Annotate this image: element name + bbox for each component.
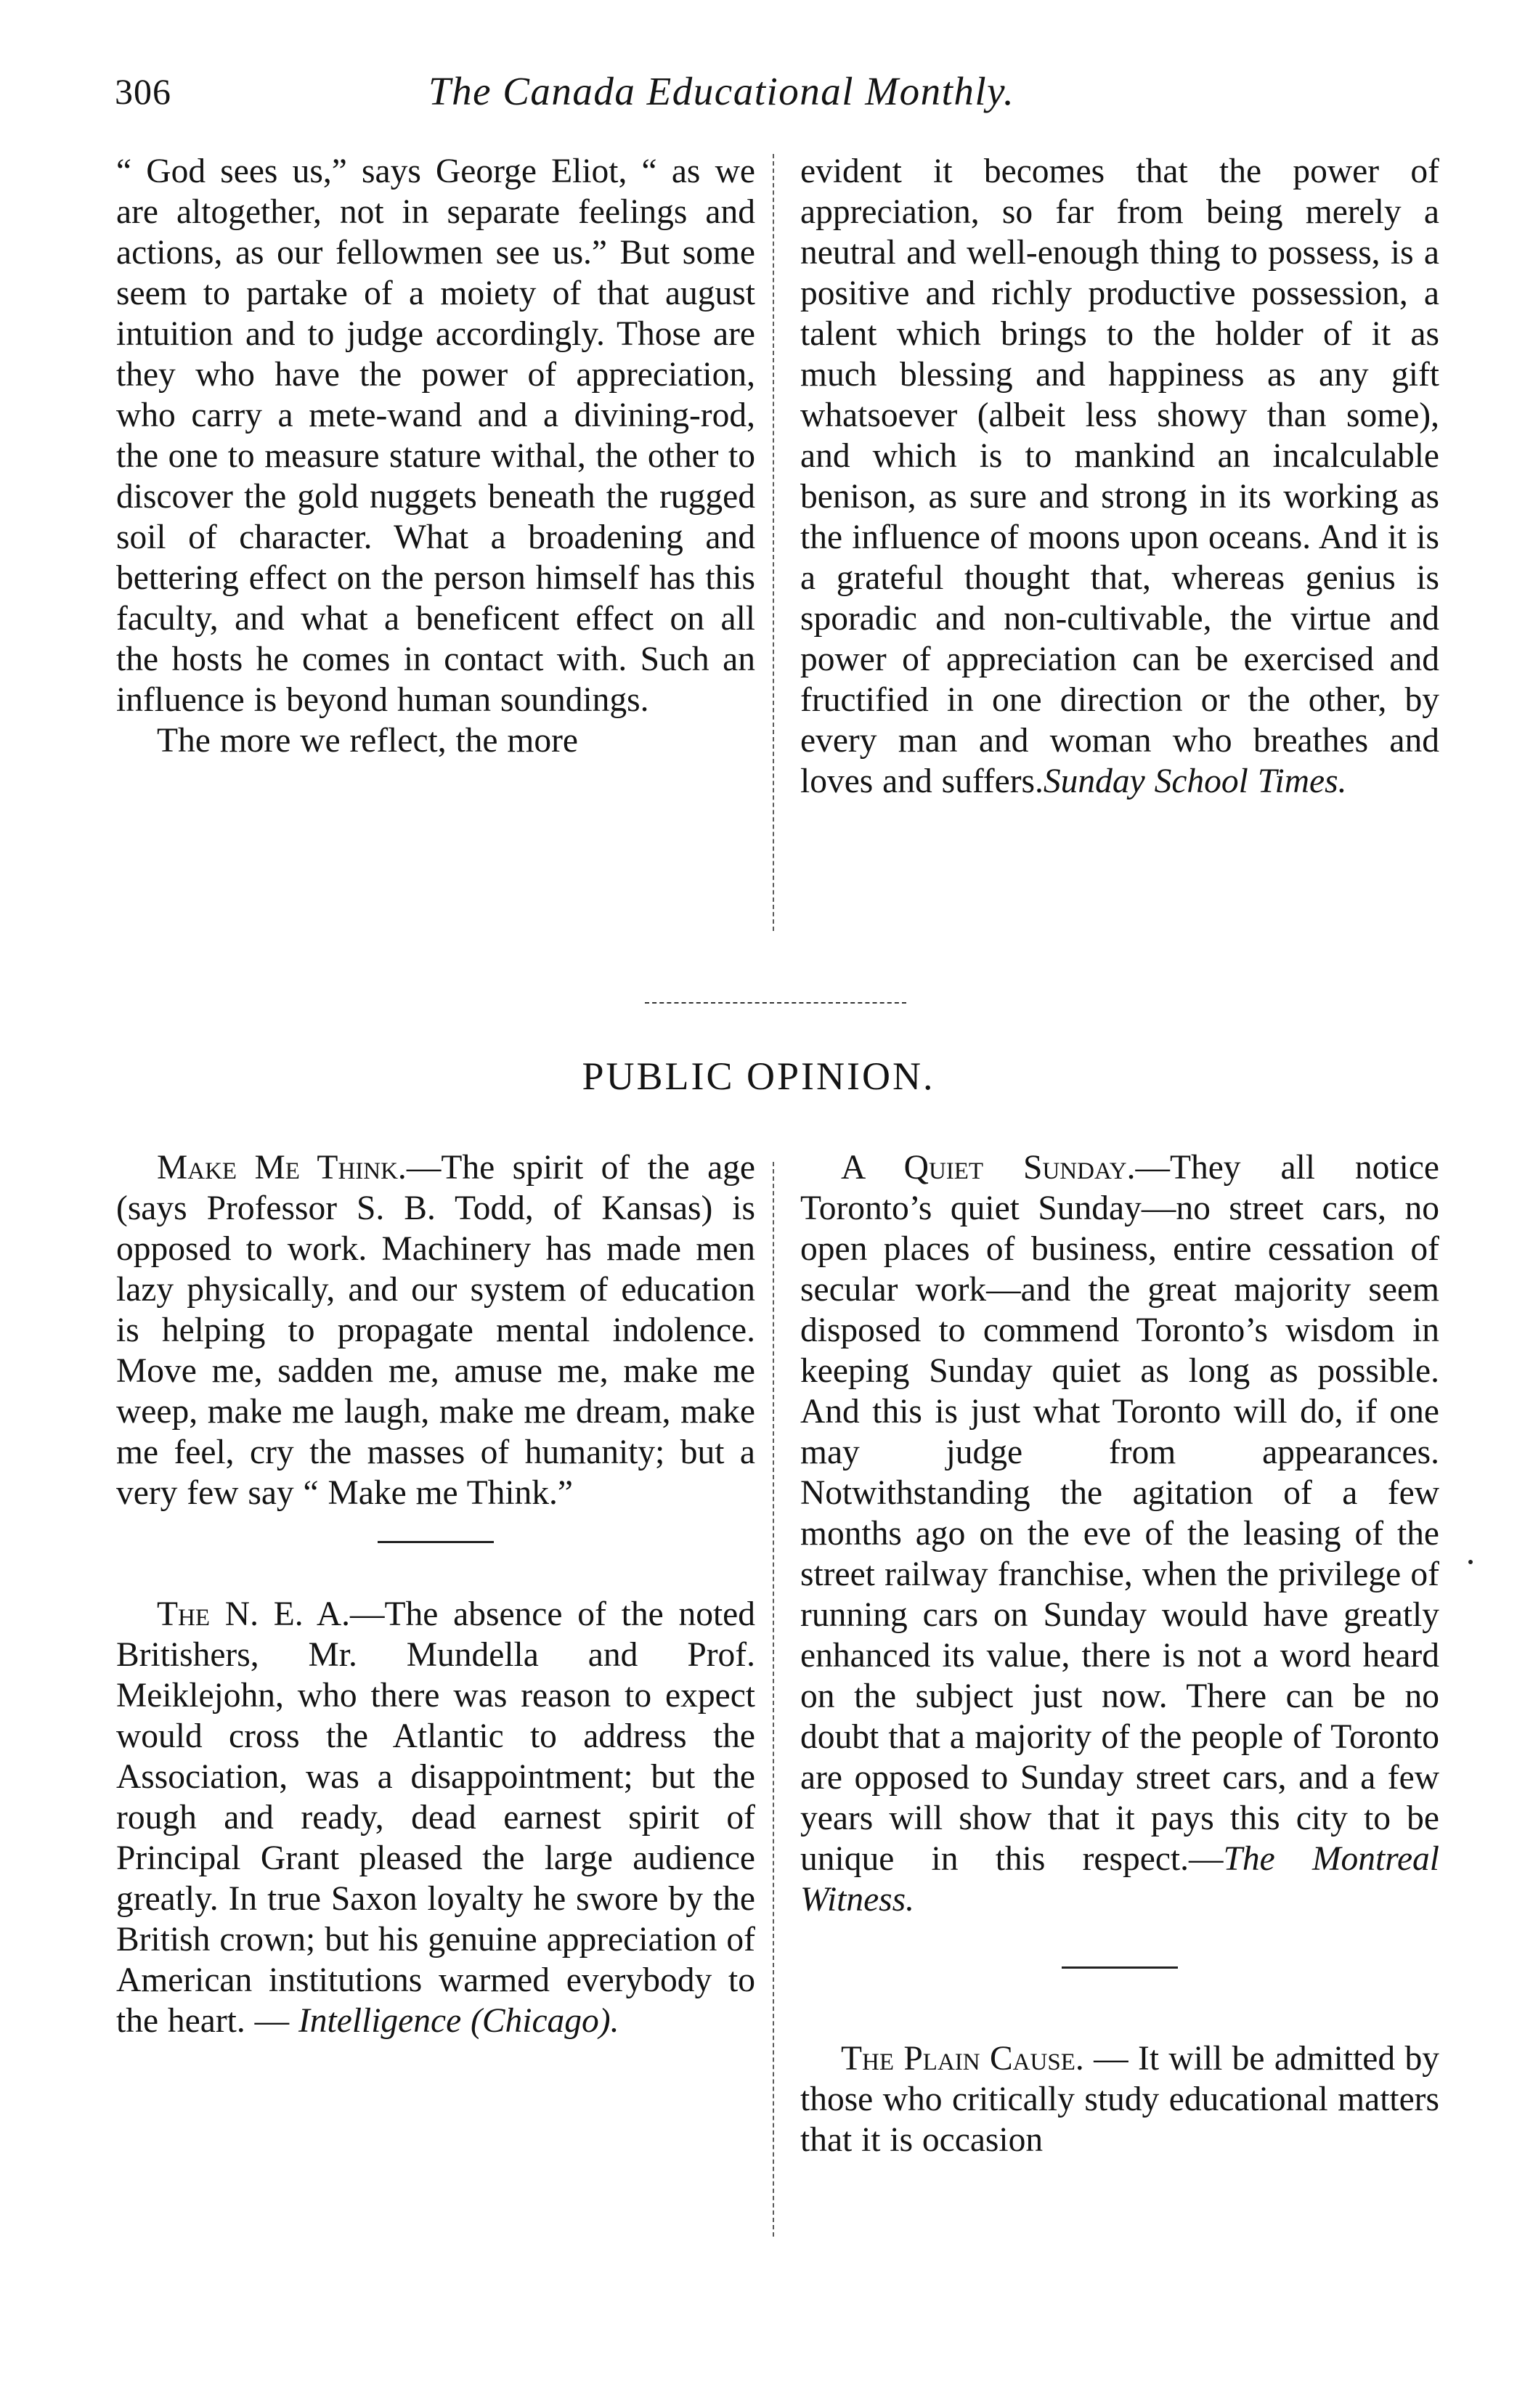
article-heading: Make Me Think. — [157, 1149, 407, 1187]
top-left-paragraph: “ God sees us,” says George Eliot, “ as we are altogether, not in separate feelings and actions, as our fellowmen see us.” But some seem to partake of a moiety of that august intuition and to judge accordingly. Those are they who have the power of appreciation, who carry a mete-wand and a divining-rod, the one to measure stature withal, the other to discover the gold nuggets beneath the rugged soil of character. What a broadening and bettering effect on the person himself has this faculty, and what a beneficent effect on all the hosts he comes in contact with. Such an influence is beyond human soundings. — [116, 152, 755, 719]
article-body: — It will be admitted by those who critically study educational matters that it is occasion — [800, 2040, 1439, 2159]
top-right-column — [800, 151, 1439, 802]
opinion-right-column — [800, 1147, 1439, 2160]
article-source: Intelligence (Chicago). — [298, 2002, 619, 2040]
article-body: —They all notice Toronto’s quiet Sunday—no street cars, no open places of business, entire cessation of secular work—and the great majority seem disposed to commend Toronto’s wisdom in keeping Sunday quiet as long as possible. And this is just what Toronto will do, if one may judge from appearances. Notwithstanding the agitation of a few months ago on the eve of the leasing of the street railway franchise, when the privilege of running cars on Sunday would have greatly enhanced its value, there is not a word heard on the subject just now. There can be no doubt that a majority of the people of Toronto are opposed to Sunday street cars, and a few years will show that it pays this city to be unique in this respect.— — [800, 1149, 1439, 1878]
article-quiet-sunday — [800, 1147, 1439, 1920]
opinion-left-column — [116, 1147, 755, 2041]
article-heading: The Plain Cause. — [841, 2040, 1084, 2078]
article-plain-cause — [800, 2038, 1439, 2160]
article-body: —The spirit of the age (says Professor S. B. Todd, of Kansas) is opposed to work. Machinery has made men lazy physically, and our system of education is helping to propagate mental indolence. Move me, sadden me, amuse me, make me weep, make me laugh, make me dream, make me feel, cry the masses of humanity; but a very few say “ Make me Think.” — [116, 1149, 755, 1512]
ink-speck — [1468, 1560, 1473, 1564]
top-right-paragraph — [800, 151, 1439, 802]
article-source: The Montreal Witness. — [800, 1840, 1439, 1919]
top-right-source: Sunday School Times. — [1043, 762, 1347, 800]
article-heading: The N. E. A. — [157, 1595, 351, 1633]
section-divider — [645, 1002, 906, 1004]
top-left-column — [116, 151, 755, 761]
running-title: The Canada Educational Monthly. — [428, 69, 1015, 113]
article-separator — [378, 1541, 494, 1543]
top-column-rule — [773, 154, 774, 931]
article-separator — [1062, 1966, 1178, 1969]
top-right-text: evident it becomes that the power of appreciation, so far from being merely a neutral and well-enough thing to possess, is a positive and richly productive possession, a talent which brings to the holder of it as much blessing and happiness as any gift whatsoever (albeit less showy than some), and which is to mankind an incalculable benison, as sure and strong in its working as the influence of moons upon oceans. And it is a grateful thought that, whereas genius is sporadic and non-cultivable, the virtue and power of appreciation can be exercised and fructified in one direction or the other, by every man and woman who breathes and loves and suffers. — [800, 152, 1439, 800]
article-make-me-think — [116, 1147, 755, 1513]
article-body: —The absence of the noted Britishers, Mr. Mundella and Prof. Meiklejohn, who there was reason to expect would cross the Atlantic to address the Association, was a disappointment; but the rough and ready, dead earnest spirit of Principal Grant pleased the large audience greatly. In true Saxon loyalty he swore by the British crown; but his genuine appreciation of American institutions warmed everybody to the heart. — — [116, 1595, 755, 2040]
opinion-column-rule — [773, 1162, 774, 2237]
page-number: 306 — [115, 71, 171, 112]
section-title: PUBLIC OPINION. — [582, 1054, 935, 1098]
top-left-continuation: The more we reflect, the more — [157, 722, 578, 760]
article-nea — [116, 1594, 755, 2041]
article-heading: A Quiet Sunday. — [841, 1149, 1136, 1187]
